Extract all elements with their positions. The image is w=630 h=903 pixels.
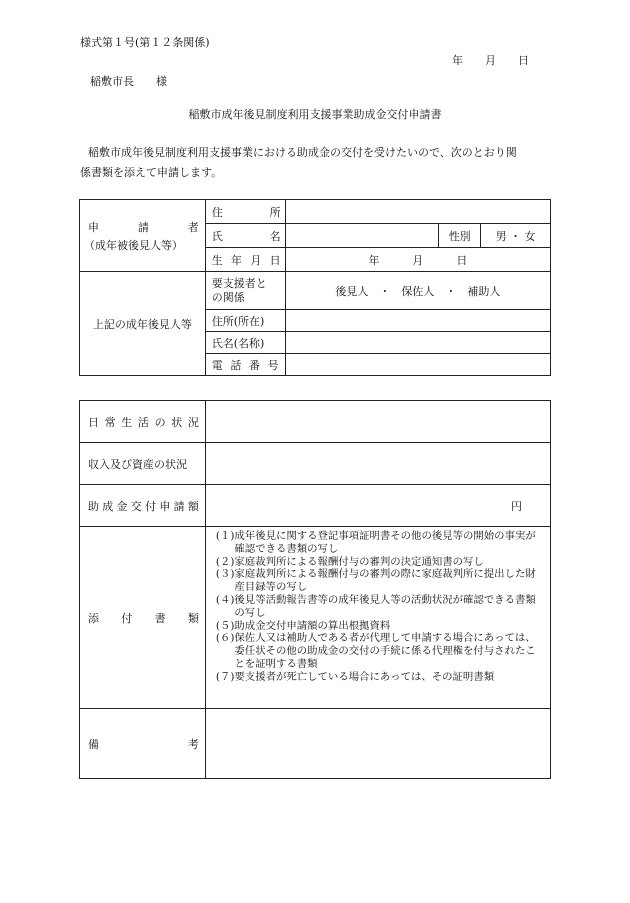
guardian-phone-field[interactable] bbox=[285, 354, 550, 376]
guardian-phone-label: 電 話 番 号 bbox=[205, 354, 285, 376]
relation-options[interactable]: 後見人 ・ 保佐人 ・ 補助人 bbox=[285, 272, 550, 310]
guardian-address-label: 住所(所在) bbox=[205, 310, 285, 332]
attachment-item: (４) 後見等活動報告書等の成年後見人等の活動状況が確認できる書類の写し bbox=[215, 593, 536, 619]
gender-label: 性別 bbox=[439, 224, 481, 248]
attachment-item: (７) 要支援者が死亡している場合にあっては、その証明書類 bbox=[215, 670, 495, 683]
form-number: 様式第１号(第１２条関係) bbox=[80, 36, 210, 49]
remarks-label: 備 考 bbox=[80, 709, 206, 779]
yen-unit: 円 bbox=[511, 499, 522, 513]
guardian-group-label: 上記の成年後見人等 bbox=[80, 272, 206, 376]
applicant-group-cell bbox=[80, 200, 206, 272]
income-field[interactable] bbox=[205, 443, 550, 485]
applicant-address-label: 住 所 bbox=[205, 200, 285, 224]
amount-field[interactable] bbox=[205, 485, 550, 527]
attachment-item: (５) 助成金交付申請額の算出根拠資料 bbox=[215, 619, 391, 632]
guardian-address-field[interactable] bbox=[285, 310, 550, 332]
daily-life-label: 日 常 生 活 の 状 況 bbox=[80, 401, 206, 443]
applicant-dob-label: 生 年 月 日 bbox=[205, 248, 285, 272]
income-label: 収入及び資産の状況 bbox=[80, 443, 206, 485]
attachment-item: (３) 家庭裁判所による報酬付与の審判の際に家庭裁判所に提出した財産目録等の写し bbox=[215, 568, 536, 594]
date-line: 年 月 日 bbox=[452, 54, 529, 67]
guardian-name-field[interactable] bbox=[285, 332, 550, 354]
applicant-sublabel: （成年被後見人等） bbox=[84, 238, 183, 252]
attachment-item: (２) 家庭裁判所による報酬付与の審判の決定通知書の写し bbox=[215, 555, 484, 568]
intro-line-1: 稲敷市成年後見制度利用支援事業における助成金の交付を受けたいので、次のとおり関 bbox=[88, 146, 517, 159]
attachment-item: (６) 保佐人又は補助人である者が代理して申請する場合にあっては、委任状その他の助成金の交付の手続に係る代理権を付与されたことを証明する書類 bbox=[215, 632, 536, 670]
applicant-table bbox=[79, 199, 551, 376]
relation-label: 要支援者と の関係 bbox=[205, 272, 285, 310]
remarks-field[interactable] bbox=[205, 709, 550, 779]
guardian-name-label: 氏名(名称) bbox=[205, 332, 285, 354]
attachment-item: (１) 成年後見に関する登記事項証明書その他の後見等の開始の事実が確認できる書類の写し bbox=[215, 530, 536, 555]
document-title: 稲敷市成年後見制度利用支援事業助成金交付申請書 bbox=[188, 108, 442, 121]
applicant-name-label: 氏 名 bbox=[205, 224, 285, 248]
applicant-address-field[interactable] bbox=[285, 200, 550, 224]
applicant-dob-field[interactable]: 年 月 日 bbox=[285, 248, 550, 272]
gender-options[interactable]: 男 ・ 女 bbox=[481, 224, 551, 248]
details-table bbox=[79, 400, 551, 779]
attachments-list bbox=[205, 527, 550, 709]
applicant-name-field[interactable] bbox=[285, 224, 439, 248]
amount-label: 助 成 金 交 付 申 請 額 bbox=[80, 485, 206, 527]
addressee: 稲敷市長 様 bbox=[90, 75, 167, 88]
daily-life-field[interactable] bbox=[205, 401, 550, 443]
applicant-label: 申 請 者 bbox=[88, 220, 199, 234]
attachments-label: 添 付 書 類 bbox=[80, 527, 206, 709]
intro-line-2: 係書類を添えて申請します。 bbox=[80, 166, 223, 179]
